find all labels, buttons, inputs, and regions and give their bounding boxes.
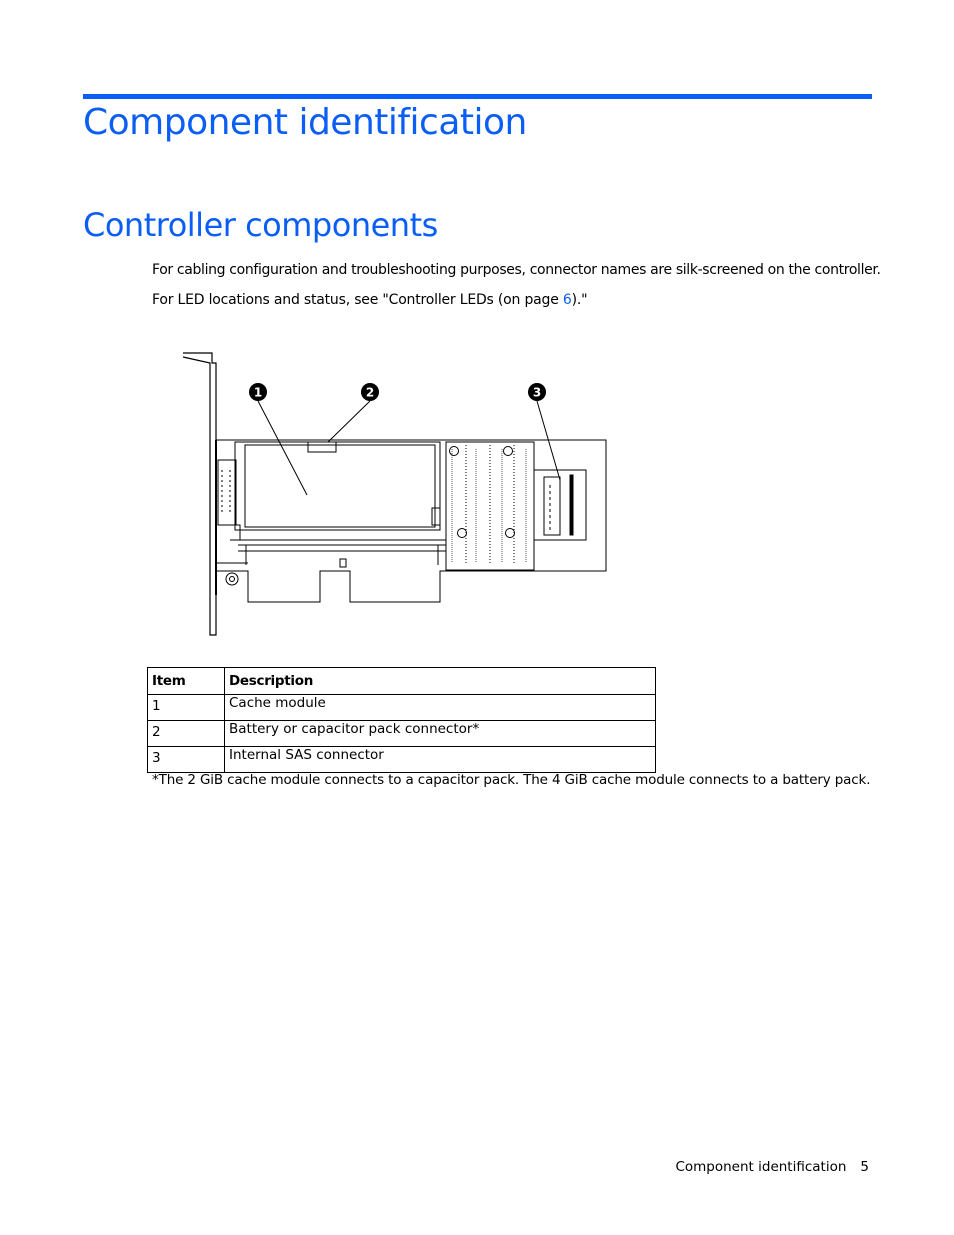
controller-diagram: [150, 345, 620, 640]
sas-connector: [534, 470, 586, 540]
callout-leaders: [258, 401, 560, 495]
callout-1: [249, 383, 267, 401]
table-row: [148, 721, 656, 747]
heading-rule: [83, 94, 872, 99]
item-description: Internal SAS connector: [225, 747, 656, 773]
callout-3: [528, 383, 546, 401]
item-number: 3: [148, 747, 225, 773]
mounting-bracket: [183, 353, 216, 635]
page-link[interactable]: 6: [562, 292, 572, 308]
callout-1-label: 1: [253, 385, 263, 400]
item-description: Battery or capacitor pack connector*: [225, 721, 656, 747]
item-number: 2: [148, 721, 225, 747]
cabling-paragraph: For cabling configuration and troubleshooting purposes, connector names are silk-screened on the controller.: [152, 262, 881, 278]
table-row: [148, 747, 656, 773]
item-description: Cache module: [225, 695, 656, 721]
page-number: 5: [860, 1159, 869, 1175]
battery-connector: [308, 442, 336, 452]
callout-2-label: 2: [365, 385, 375, 400]
table-row: [148, 695, 656, 721]
callout-2: [361, 383, 379, 401]
pcb-board: [216, 440, 606, 602]
description-column-header: Description: [225, 668, 656, 695]
cache-module: [230, 442, 446, 567]
page-title: Component identification: [83, 102, 527, 143]
table-footnote: *The 2 GiB cache module connects to a capacitor pack. The 4 GiB cache module connects to a battery pack.: [152, 772, 871, 788]
section-title: Controller components: [83, 206, 438, 244]
page-footer: [675, 1159, 869, 1175]
heatsink: [446, 442, 534, 570]
item-table: [147, 667, 656, 773]
led-paragraph: [152, 292, 587, 308]
table-header-row: [148, 668, 656, 695]
item-column-header: Item: [148, 668, 225, 695]
footer-title: Component identification: [675, 1159, 847, 1175]
item-number: 1: [148, 695, 225, 721]
led-text-suffix: ).": [571, 292, 588, 308]
led-text-prefix: For LED locations and status, see "Controller LEDs (on page: [152, 292, 563, 308]
callout-3-label: 3: [532, 385, 542, 400]
